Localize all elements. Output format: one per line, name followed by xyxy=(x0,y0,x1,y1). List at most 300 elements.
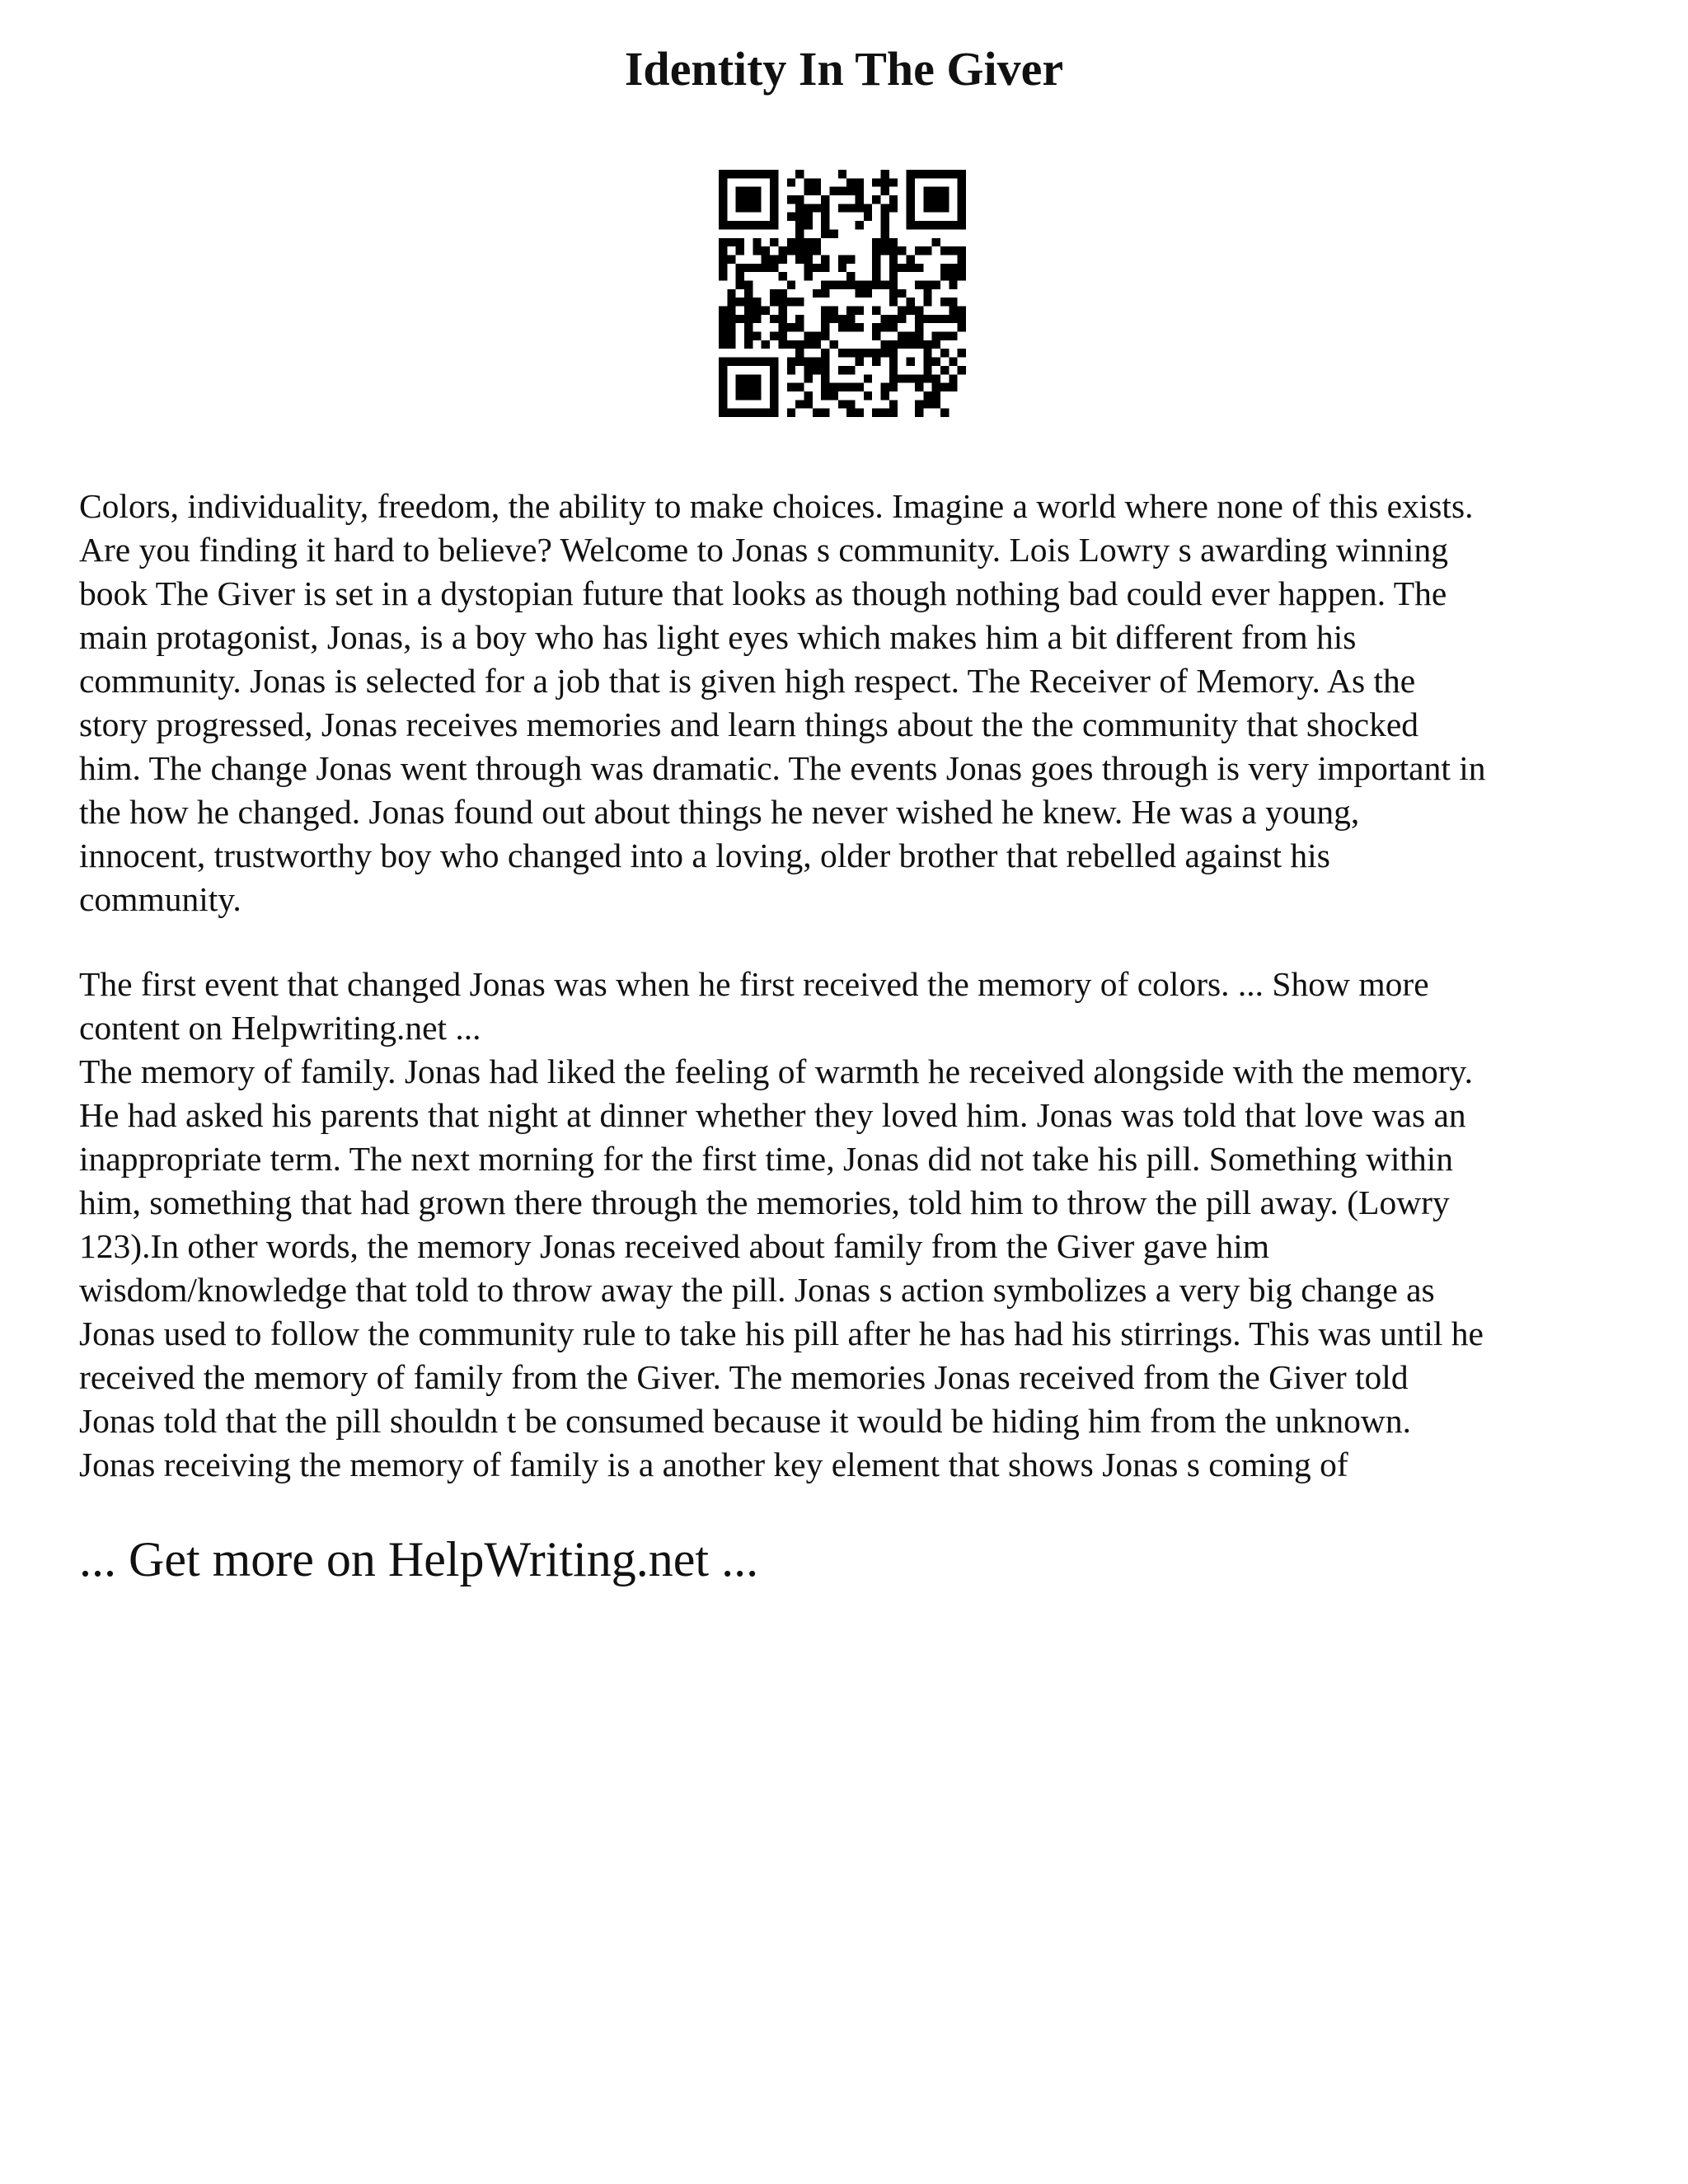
qr-module xyxy=(889,272,898,280)
qr-module xyxy=(804,272,812,280)
qr-module xyxy=(770,204,778,212)
qr-module xyxy=(778,246,786,255)
qr-module xyxy=(821,323,829,331)
qr-module xyxy=(770,366,778,374)
qr-module xyxy=(915,374,923,382)
qr-module xyxy=(736,315,744,323)
qr-module xyxy=(898,374,906,382)
qr-module xyxy=(881,204,889,212)
qr-module xyxy=(753,383,761,391)
qr-module xyxy=(744,383,753,391)
qr-module xyxy=(881,340,889,349)
qr-module xyxy=(915,221,923,229)
qr-module xyxy=(958,221,966,229)
qr-module xyxy=(838,204,846,212)
qr-module xyxy=(940,195,949,204)
qr-module xyxy=(821,307,829,315)
qr-module xyxy=(821,409,829,417)
text-line: The first event that changed Jonas was when he first received the memory of colors. ... Show more xyxy=(79,965,1429,1003)
qr-module xyxy=(889,195,898,204)
qr-module xyxy=(940,170,949,178)
qr-module xyxy=(915,323,923,331)
qr-module xyxy=(744,391,753,400)
qr-module xyxy=(923,298,931,306)
qr-module xyxy=(770,289,778,298)
qr-module xyxy=(770,238,778,246)
qr-module xyxy=(813,246,821,255)
qr-module xyxy=(846,187,855,195)
qr-module xyxy=(940,332,949,340)
qr-module xyxy=(872,178,880,186)
qr-module xyxy=(719,358,727,366)
get-more-link[interactable]: ... Get more on HelpWriting.net ... xyxy=(79,1532,759,1586)
qr-module xyxy=(915,315,923,323)
qr-module xyxy=(719,409,727,417)
qr-module xyxy=(915,307,923,315)
qr-module xyxy=(821,358,829,366)
qr-module xyxy=(889,349,898,357)
qr-module xyxy=(829,383,837,391)
qr-module xyxy=(958,195,966,204)
qr-module xyxy=(744,195,753,204)
qr-module xyxy=(907,264,915,272)
qr-module xyxy=(762,340,770,349)
qr-module xyxy=(795,400,804,408)
qr-module xyxy=(829,315,837,323)
qr-module xyxy=(821,332,829,340)
qr-module xyxy=(804,204,812,212)
qr-module xyxy=(821,195,829,204)
qr-module xyxy=(719,383,727,391)
qr-module xyxy=(719,170,727,178)
qr-module xyxy=(804,340,812,349)
qr-module xyxy=(932,315,940,323)
qr-module xyxy=(881,221,889,229)
qr-module xyxy=(719,272,727,280)
qr-module xyxy=(864,289,872,298)
qr-module xyxy=(795,349,804,357)
qr-module xyxy=(829,340,837,349)
qr-module xyxy=(829,307,837,315)
qr-module xyxy=(804,238,812,246)
qr-module xyxy=(915,246,923,255)
qr-module xyxy=(958,366,966,374)
qr-module xyxy=(770,195,778,204)
qr-module xyxy=(770,391,778,400)
qr-module xyxy=(778,272,786,280)
qr-module xyxy=(736,383,744,391)
qr-module xyxy=(787,409,795,417)
qr-module xyxy=(932,332,940,340)
qr-module xyxy=(719,246,727,255)
qr-module xyxy=(872,358,880,366)
qr-module xyxy=(856,221,864,229)
qr-module xyxy=(719,391,727,400)
qr-code-icon[interactable] xyxy=(719,170,966,417)
text-line: Jonas used to follow the community rule to take his pill after he has had his stirrings. This was until he xyxy=(79,1315,1484,1352)
qr-module xyxy=(736,272,744,280)
qr-module xyxy=(923,195,931,204)
qr-module xyxy=(727,170,735,178)
qr-module xyxy=(727,332,735,340)
qr-module xyxy=(719,221,727,229)
text-line: He had asked his parents that night at dinner whether they loved him. Jonas was told that love was an xyxy=(79,1096,1466,1134)
qr-module xyxy=(753,374,761,382)
qr-module xyxy=(795,221,804,229)
qr-module xyxy=(821,374,829,382)
qr-module xyxy=(753,170,761,178)
qr-module xyxy=(804,358,812,366)
qr-module xyxy=(795,383,804,391)
qr-module xyxy=(719,178,727,186)
qr-module xyxy=(795,358,804,366)
qr-module xyxy=(949,374,957,382)
qr-module xyxy=(744,204,753,212)
qr-module xyxy=(846,400,855,408)
qr-module xyxy=(770,400,778,408)
qr-module xyxy=(795,204,804,212)
qr-module xyxy=(719,323,727,331)
qr-module xyxy=(846,323,855,331)
qr-module xyxy=(932,204,940,212)
qr-module xyxy=(889,409,898,417)
qr-module xyxy=(813,340,821,349)
qr-module xyxy=(778,255,786,263)
qr-module xyxy=(846,204,855,212)
qr-module xyxy=(770,315,778,323)
qr-module xyxy=(872,409,880,417)
qr-module xyxy=(719,374,727,382)
qr-module xyxy=(804,400,812,408)
qr-module xyxy=(932,374,940,382)
qr-module xyxy=(872,323,880,331)
text-line: community. Jonas is selected for a job that is given high respect. The Receiver of Memory. As the xyxy=(79,662,1416,700)
qr-module xyxy=(856,187,864,195)
qr-module xyxy=(881,213,889,221)
qr-module xyxy=(949,383,957,391)
qr-module xyxy=(727,409,735,417)
qr-module xyxy=(821,255,829,263)
qr-module xyxy=(898,246,906,255)
qr-module xyxy=(940,349,949,357)
qr-module xyxy=(813,358,821,366)
qr-module xyxy=(778,307,786,315)
qr-module xyxy=(736,221,744,229)
qr-module xyxy=(753,332,761,340)
qr-module xyxy=(923,187,931,195)
qr-module xyxy=(907,178,915,186)
qr-module xyxy=(770,255,778,263)
qr-module xyxy=(907,307,915,315)
qr-module xyxy=(949,264,957,272)
qr-module xyxy=(744,170,753,178)
qr-module xyxy=(940,246,949,255)
text-line: main protagonist, Jonas, is a boy who has light eyes which makes him a bit different from his xyxy=(79,618,1357,656)
qr-module xyxy=(958,255,966,263)
qr-module xyxy=(838,383,846,391)
qr-module xyxy=(829,391,837,400)
qr-module xyxy=(813,178,821,186)
qr-module xyxy=(795,315,804,323)
qr-module xyxy=(872,272,880,280)
qr-module xyxy=(949,315,957,323)
qr-module xyxy=(923,358,931,366)
qr-module xyxy=(940,315,949,323)
qr-module xyxy=(719,307,727,315)
qr-module xyxy=(813,409,821,417)
qr-module xyxy=(889,366,898,374)
qr-module xyxy=(889,298,898,306)
text-line: inappropriate term. The next morning for the first time, Jonas did not take his pill. Something within xyxy=(79,1140,1454,1178)
qr-module xyxy=(736,238,744,246)
qr-module xyxy=(787,213,795,221)
qr-module xyxy=(762,307,770,315)
qr-module xyxy=(727,298,735,306)
qr-module xyxy=(958,187,966,195)
qr-module xyxy=(838,280,846,288)
qr-module xyxy=(846,409,855,417)
qr-module xyxy=(907,374,915,382)
qr-module xyxy=(744,315,753,323)
qr-module xyxy=(889,340,898,349)
qr-module xyxy=(881,229,889,237)
qr-module xyxy=(846,366,855,374)
qr-module xyxy=(907,298,915,306)
qr-module xyxy=(889,383,898,391)
qr-module xyxy=(770,170,778,178)
qr-module xyxy=(813,289,821,298)
qr-module xyxy=(753,204,761,212)
qr-module xyxy=(889,238,898,246)
text-line: received the memory of family from the Giver. The memories Jonas received from the Giver told xyxy=(79,1358,1409,1396)
qr-module xyxy=(770,178,778,186)
qr-module xyxy=(932,221,940,229)
qr-module xyxy=(932,195,940,204)
qr-module xyxy=(804,391,812,400)
qr-module xyxy=(821,349,829,357)
qr-module xyxy=(872,307,880,315)
qr-module xyxy=(898,340,906,349)
qr-module xyxy=(753,391,761,400)
qr-module xyxy=(753,187,761,195)
qr-module xyxy=(915,264,923,272)
qr-module xyxy=(719,400,727,408)
qr-module xyxy=(940,187,949,195)
qr-module xyxy=(744,221,753,229)
qr-module xyxy=(821,391,829,400)
qr-module xyxy=(838,264,846,272)
text-line: Are you finding it hard to believe? Welcome to Jonas s community. Lois Lowry s awarding winning xyxy=(79,531,1448,569)
qr-module xyxy=(940,298,949,306)
qr-module xyxy=(923,315,931,323)
text-line: 123).In other words, the memory Jonas received about family from the Giver gave him xyxy=(79,1227,1270,1265)
qr-module xyxy=(753,264,761,272)
qr-module xyxy=(881,349,889,357)
qr-module xyxy=(744,323,753,331)
qr-module xyxy=(923,204,931,212)
qr-module xyxy=(821,289,829,298)
qr-module xyxy=(881,391,889,400)
qr-module xyxy=(958,349,966,357)
qr-module xyxy=(744,289,753,298)
qr-module xyxy=(923,170,931,178)
qr-module xyxy=(881,170,889,178)
qr-module xyxy=(958,307,966,315)
qr-module xyxy=(949,307,957,315)
qr-module xyxy=(762,358,770,366)
qr-module xyxy=(846,280,855,288)
qr-module xyxy=(736,391,744,400)
qr-module xyxy=(804,366,812,374)
qr-module xyxy=(889,323,898,331)
qr-module xyxy=(804,374,812,382)
qr-module xyxy=(846,255,855,263)
qr-module xyxy=(881,383,889,391)
qr-module xyxy=(795,238,804,246)
qr-module xyxy=(762,221,770,229)
qr-module xyxy=(744,264,753,272)
qr-module xyxy=(940,409,949,417)
qr-module xyxy=(744,374,753,382)
qr-module xyxy=(907,255,915,263)
qr-module xyxy=(719,187,727,195)
qr-module xyxy=(821,264,829,272)
qr-module xyxy=(915,340,923,349)
qr-module xyxy=(736,195,744,204)
qr-module xyxy=(846,315,855,323)
qr-module xyxy=(736,170,744,178)
qr-module xyxy=(923,289,931,298)
qr-module xyxy=(719,332,727,340)
qr-module xyxy=(889,315,898,323)
qr-module xyxy=(864,213,872,221)
qr-module xyxy=(889,400,898,408)
qr-module xyxy=(864,204,872,212)
qr-module xyxy=(787,238,795,246)
qr-module xyxy=(727,315,735,323)
qr-module xyxy=(949,170,957,178)
text-line: book The Giver is set in a dystopian future that looks as though nothing bad could ever happen. The xyxy=(79,574,1447,612)
qr-module xyxy=(719,195,727,204)
qr-module xyxy=(719,204,727,212)
qr-module xyxy=(923,400,931,408)
qr-module xyxy=(762,170,770,178)
qr-module xyxy=(907,340,915,349)
qr-module xyxy=(898,315,906,323)
qr-module xyxy=(787,340,795,349)
qr-module xyxy=(856,323,864,331)
qr-module xyxy=(923,391,931,400)
qr-module xyxy=(778,340,786,349)
qr-module xyxy=(864,280,872,288)
qr-module xyxy=(804,178,812,186)
qr-module xyxy=(958,264,966,272)
qr-module xyxy=(856,349,864,357)
qr-module xyxy=(736,298,744,306)
qr-module xyxy=(856,195,864,204)
qr-module xyxy=(940,366,949,374)
qr-module xyxy=(744,280,753,288)
qr-module xyxy=(838,187,846,195)
qr-module xyxy=(787,298,795,306)
qr-module xyxy=(889,204,898,212)
qr-module xyxy=(915,170,923,178)
qr-module xyxy=(856,289,864,298)
qr-module xyxy=(719,366,727,374)
qr-module xyxy=(949,272,957,280)
qr-module xyxy=(770,409,778,417)
qr-module xyxy=(898,332,906,340)
qr-module xyxy=(813,238,821,246)
qr-module xyxy=(719,264,727,272)
qr-module xyxy=(881,409,889,417)
qr-module xyxy=(770,264,778,272)
qr-module xyxy=(856,178,864,186)
text-line: Jonas told that the pill shouldn t be consumed because it would be hiding him from the unknown. xyxy=(79,1402,1411,1440)
qr-module xyxy=(813,264,821,272)
qr-module xyxy=(889,374,898,382)
qr-module xyxy=(736,187,744,195)
qr-module xyxy=(770,358,778,366)
qr-module xyxy=(795,170,804,178)
qr-module xyxy=(821,213,829,221)
qr-module xyxy=(923,349,931,357)
qr-module xyxy=(856,204,864,212)
qr-module xyxy=(804,255,812,263)
body-paragraph xyxy=(79,963,1629,1487)
qr-module xyxy=(881,280,889,288)
qr-module xyxy=(787,195,795,204)
qr-module xyxy=(881,187,889,195)
qr-module xyxy=(753,195,761,204)
qr-module xyxy=(813,332,821,340)
qr-module xyxy=(753,246,761,255)
qr-module xyxy=(889,280,898,288)
qr-module xyxy=(744,332,753,340)
qr-module xyxy=(795,340,804,349)
qr-module xyxy=(804,213,812,221)
qr-module xyxy=(804,332,812,340)
qr-module xyxy=(727,340,735,349)
qr-module xyxy=(949,358,957,366)
qr-module xyxy=(753,358,761,366)
qr-module xyxy=(778,315,786,323)
qr-module xyxy=(864,374,872,382)
qr-module xyxy=(753,298,761,306)
qr-module xyxy=(856,358,864,366)
qr-module xyxy=(889,264,898,272)
qr-module xyxy=(821,383,829,391)
qr-module xyxy=(727,238,735,246)
qr-module xyxy=(787,246,795,255)
qr-module xyxy=(778,289,786,298)
qr-module xyxy=(958,213,966,221)
qr-module xyxy=(864,391,872,400)
qr-module xyxy=(838,366,846,374)
text-line: innocent, trustworthy boy who changed into a loving, older brother that rebelled against his xyxy=(79,837,1330,874)
intro-paragraph xyxy=(79,485,1629,921)
qr-module xyxy=(838,170,846,178)
qr-module xyxy=(907,332,915,340)
qr-module xyxy=(813,366,821,374)
qr-module xyxy=(872,264,880,272)
qr-module xyxy=(770,383,778,391)
qr-module xyxy=(727,307,735,315)
qr-module xyxy=(932,280,940,288)
qr-module xyxy=(846,349,855,357)
qr-module xyxy=(813,204,821,212)
qr-module xyxy=(804,221,812,229)
